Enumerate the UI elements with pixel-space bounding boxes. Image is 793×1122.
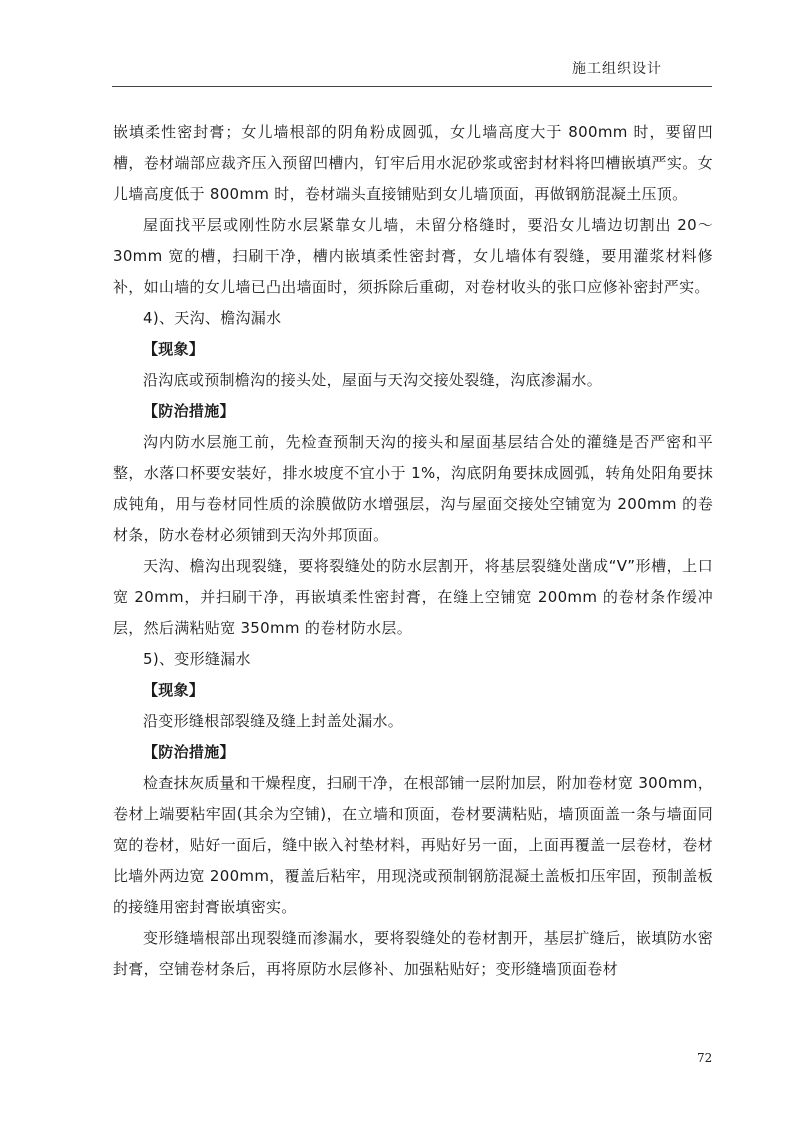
- paragraph: 沿变形缝根部裂缝及缝上封盖处漏水。: [143, 712, 404, 730]
- header-rule: [112, 86, 712, 87]
- paragraph: 沟内防水层施工前，先检查预制天沟的接头和屋面基层结合处的灌缝是否严密和平整，水落口杯要安装好，排水坡度不宜小于 1%，沟底阴角要抹成圆弧，转角处阳角要抹成钝角，用与卷材同性质的涂膜做防水增强层，沟与屋面交接处空铺宽为 200mm 的卷材条，防水卷材必须铺到天沟外邦顶面。: [113, 433, 713, 544]
- paragraph: 天沟、檐沟出现裂缝，要将裂缝处的防水层割开，将基层裂缝处凿成“V”形槽，上口宽 20mm，并扫刷干净，再嵌填柔性密封膏，在缝上空铺宽 200mm 的卷材条作缓冲层，然后满粘贴宽 350mm 的卷材防水层。: [113, 557, 713, 637]
- page-number: 72: [697, 1051, 713, 1065]
- paragraph: 屋面找平层或刚性防水层紧靠女儿墙，未留分格缝时，要沿女儿墙边切割出 20～30mm 宽的槽，扫刷干净，槽内嵌填柔性密封膏，女儿墙体有裂缝，要用灌浆材料修补，如山墙的女儿墙已凸出墙面时，须拆除后重砌，对卷材收头的张口应修补密封严实。: [113, 216, 713, 296]
- section-heading: 4)、天沟、檐沟漏水: [143, 309, 282, 327]
- subheading-measures: 【防治措施】: [143, 402, 235, 420]
- section-heading: 5)、变形缝漏水: [143, 650, 251, 668]
- body-text: [113, 117, 713, 985]
- paragraph: 沿沟底或预制檐沟的接头处，屋面与天沟交接处裂缝，沟底渗漏水。: [143, 371, 603, 389]
- subheading-measures: 【防治措施】: [143, 743, 235, 761]
- paragraph: 嵌填柔性密封膏；女儿墙根部的阴角粉成圆弧，女儿墙高度大于 800mm 时，要留凹槽，卷材端部应裁齐压入预留凹槽内，钉牢后用水泥砂浆或密封材料将凹槽嵌填严实。女儿墙高度低于 800mm 时，卷材端头直接铺贴到女儿墙顶面，再做钢筋混凝土压顶。: [113, 123, 713, 203]
- paragraph: 变形缝墙根部出现裂缝而渗漏水，要将裂缝处的卷材割开，基层扩缝后，嵌填防水密封膏，空铺卷材条后，再将原防水层修补、加强粘贴好；变形缝墙顶面卷材: [113, 929, 713, 978]
- running-header: 施工组织设计: [572, 61, 662, 77]
- paragraph: 检查抹灰质量和干燥程度，扫刷干净，在根部铺一层附加层，附加卷材宽 300mm，卷材上端要粘牢固(其余为空铺)，在立墙和顶面，卷材要满粘贴，墙顶面盖一条与墙面同宽的卷材，贴好一面后，缝中嵌入衬垫材料，再贴好另一面，上面再覆盖一层卷材，卷材比墙外两边宽 200mm，覆盖后粘牢，用现浇或预制钢筋混凝土盖板扣压牢固，预制盖板的接缝用密封膏嵌填密实。: [113, 774, 713, 916]
- subheading-phenomenon: 【现象】: [143, 340, 205, 358]
- subheading-phenomenon: 【现象】: [143, 681, 205, 699]
